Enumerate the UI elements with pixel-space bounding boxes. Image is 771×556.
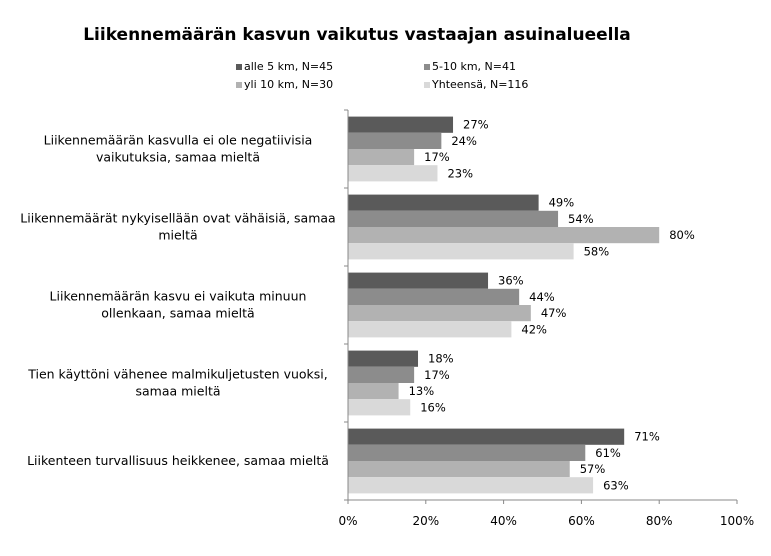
category-label: Liikennemäärän kasvulla ei ole negatiivisia vaikutuksia, samaa mieltä — [43, 132, 313, 165]
bar — [348, 117, 453, 133]
data-label: 42% — [521, 322, 547, 337]
data-label: 17% — [424, 367, 450, 382]
bar — [348, 429, 624, 445]
data-label: 57% — [579, 462, 606, 477]
x-tick-label: 40% — [490, 514, 517, 528]
bar — [348, 461, 570, 477]
legend-swatch — [236, 82, 242, 88]
bar — [348, 149, 414, 165]
bar — [348, 273, 488, 289]
bar — [348, 477, 593, 493]
chart-title: Liikennemäärän kasvun vaikutus vastaajan asuinalueella — [83, 25, 631, 45]
data-label: 24% — [451, 133, 477, 148]
x-tick-label: 60% — [568, 514, 595, 528]
category-labels — [20, 133, 335, 469]
legend-label: alle 5 km, N=45 — [244, 60, 334, 73]
data-label: 16% — [420, 400, 446, 415]
bar — [348, 227, 659, 243]
data-label: 61% — [595, 445, 621, 460]
data-label: 58% — [583, 244, 610, 259]
x-tick-label: 100% — [719, 514, 755, 528]
data-label: 17% — [424, 150, 450, 165]
bar — [348, 305, 531, 321]
category-label: Liikennemäärän kasvu ei vaikuta minuun ollenkaan, samaa mieltä — [49, 288, 307, 321]
bar — [348, 289, 519, 305]
data-label: 23% — [447, 166, 474, 181]
category-label: Tien käyttöni vähenee malmikuljetusten vuoksi, samaa mieltä — [28, 366, 328, 399]
data-label: 71% — [634, 429, 660, 444]
data-label: 13% — [408, 384, 435, 399]
bar — [348, 321, 511, 337]
legend-swatch — [424, 82, 430, 88]
bar — [348, 133, 441, 149]
data-label: 36% — [498, 273, 524, 288]
data-label: 63% — [603, 478, 629, 493]
bar — [348, 383, 399, 399]
legend-label: Yhteensä, N=116 — [432, 78, 529, 91]
bar — [348, 367, 414, 383]
bar — [348, 445, 585, 461]
bar — [348, 165, 437, 181]
x-tick-label: 20% — [412, 514, 440, 528]
legend — [236, 60, 528, 91]
category-label: Liikennemäärät nykyisellään ovat vähäisiä, samaa mieltä — [20, 210, 336, 243]
data-label: 49% — [548, 195, 575, 210]
bar — [348, 211, 558, 227]
data-label: 47% — [540, 306, 567, 321]
data-label: 54% — [568, 211, 594, 226]
legend-swatch — [236, 64, 242, 70]
legend-swatch — [424, 64, 430, 70]
x-tick-label: 0% — [338, 514, 358, 528]
data-label: 80% — [669, 228, 695, 243]
data-label: 18% — [428, 351, 454, 366]
legend-label: yli 10 km, N=30 — [244, 78, 334, 91]
bar — [348, 243, 574, 259]
category-label: Liikenteen turvallisuus heikkenee, samaa mieltä — [27, 453, 329, 468]
data-label: 27% — [463, 117, 489, 132]
bar — [348, 399, 410, 415]
bars — [348, 117, 695, 494]
data-label: 44% — [529, 289, 555, 304]
bar — [348, 351, 418, 367]
x-tick-label: 80% — [645, 514, 673, 528]
legend-label: 5-10 km, N=41 — [432, 60, 516, 73]
bar — [348, 195, 539, 211]
